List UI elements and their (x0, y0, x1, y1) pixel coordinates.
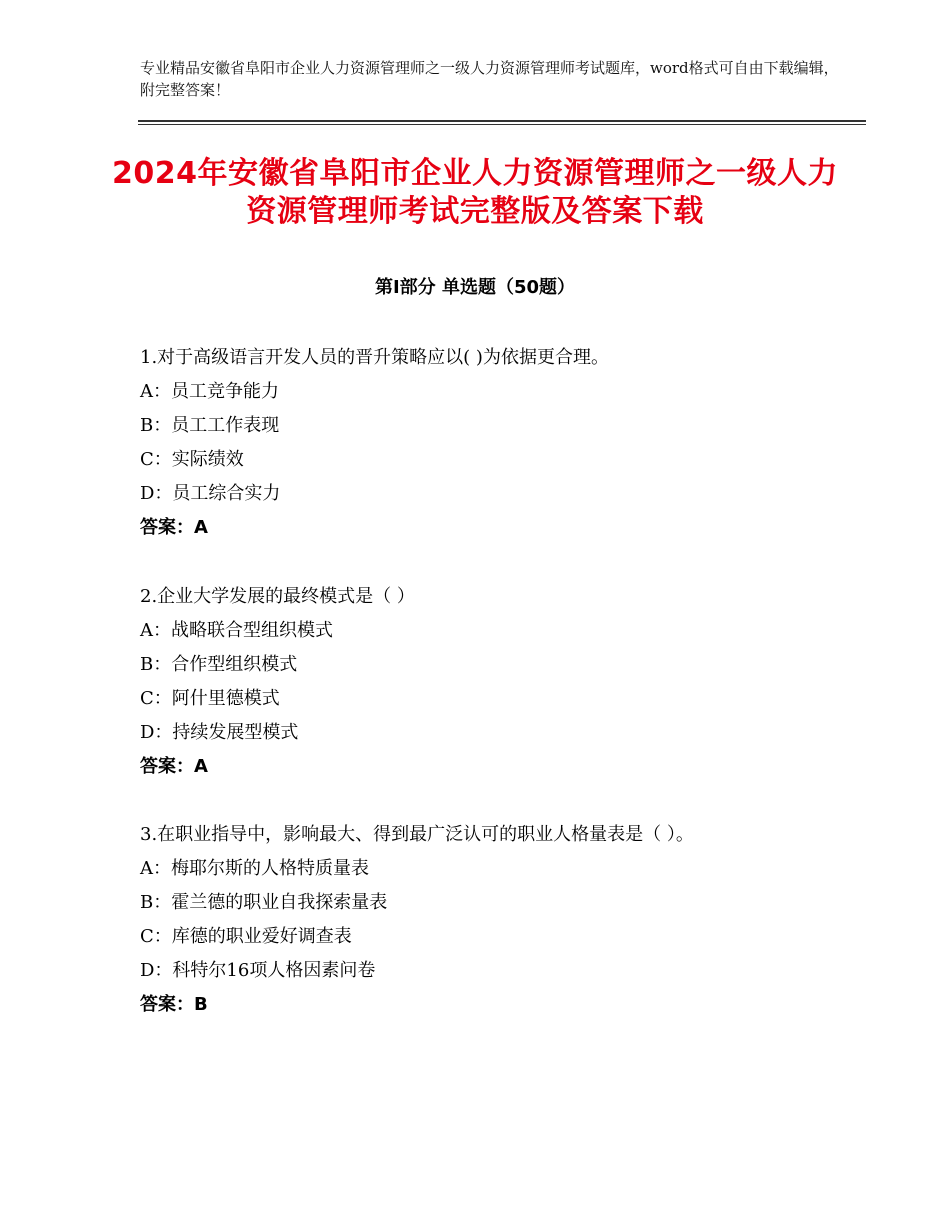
header-note: 专业精品安徽省阜阳市企业人力资源管理师之一级人力资源管理师考试题库，word格式可自由下载编辑，附完整答案！ (140, 59, 839, 99)
option-c: C：阿什里德模式 (140, 688, 280, 709)
option-a: A：战略联合型组织模式 (140, 620, 333, 641)
header-divider (138, 120, 866, 122)
header-divider-thin (138, 124, 866, 125)
option-d: D：科特尔16项人格因素问卷 (140, 960, 376, 981)
option-d: D：员工综合实力 (140, 483, 281, 504)
question-stem: 2.企业大学发展的最终模式是（ ） (140, 586, 415, 607)
question-block (140, 580, 860, 784)
option-d: D：持续发展型模式 (140, 722, 299, 743)
question-stem: 1.对于高级语言开发人员的晋升策略应以( )为依据更合理。 (140, 347, 609, 368)
answer: 答案：A (140, 517, 208, 538)
answer: 答案：B (140, 994, 208, 1015)
answer: 答案：A (140, 756, 208, 777)
question-block (140, 341, 860, 545)
document-title: 2024年安徽省阜阳市企业人力资源管理师之一级人力资源管理师考试完整版及答案下载 (112, 156, 838, 229)
option-c: C：库德的职业爱好调查表 (140, 926, 352, 947)
option-a: A：梅耶尔斯的人格特质量表 (140, 858, 369, 879)
section-title: 第Ⅰ部分 单选题（50题） (374, 277, 575, 298)
option-b: B：霍兰德的职业自我探索量表 (140, 892, 388, 913)
option-a: A：员工竞争能力 (140, 381, 279, 402)
option-c: C：实际绩效 (140, 449, 244, 470)
option-b: B：员工工作表现 (140, 415, 280, 436)
question-stem: 3.在职业指导中，影响最大、得到最广泛认可的职业人格量表是（ ）。 (140, 824, 694, 845)
question-block (140, 818, 860, 1022)
option-b: B：合作型组织模式 (140, 654, 298, 675)
